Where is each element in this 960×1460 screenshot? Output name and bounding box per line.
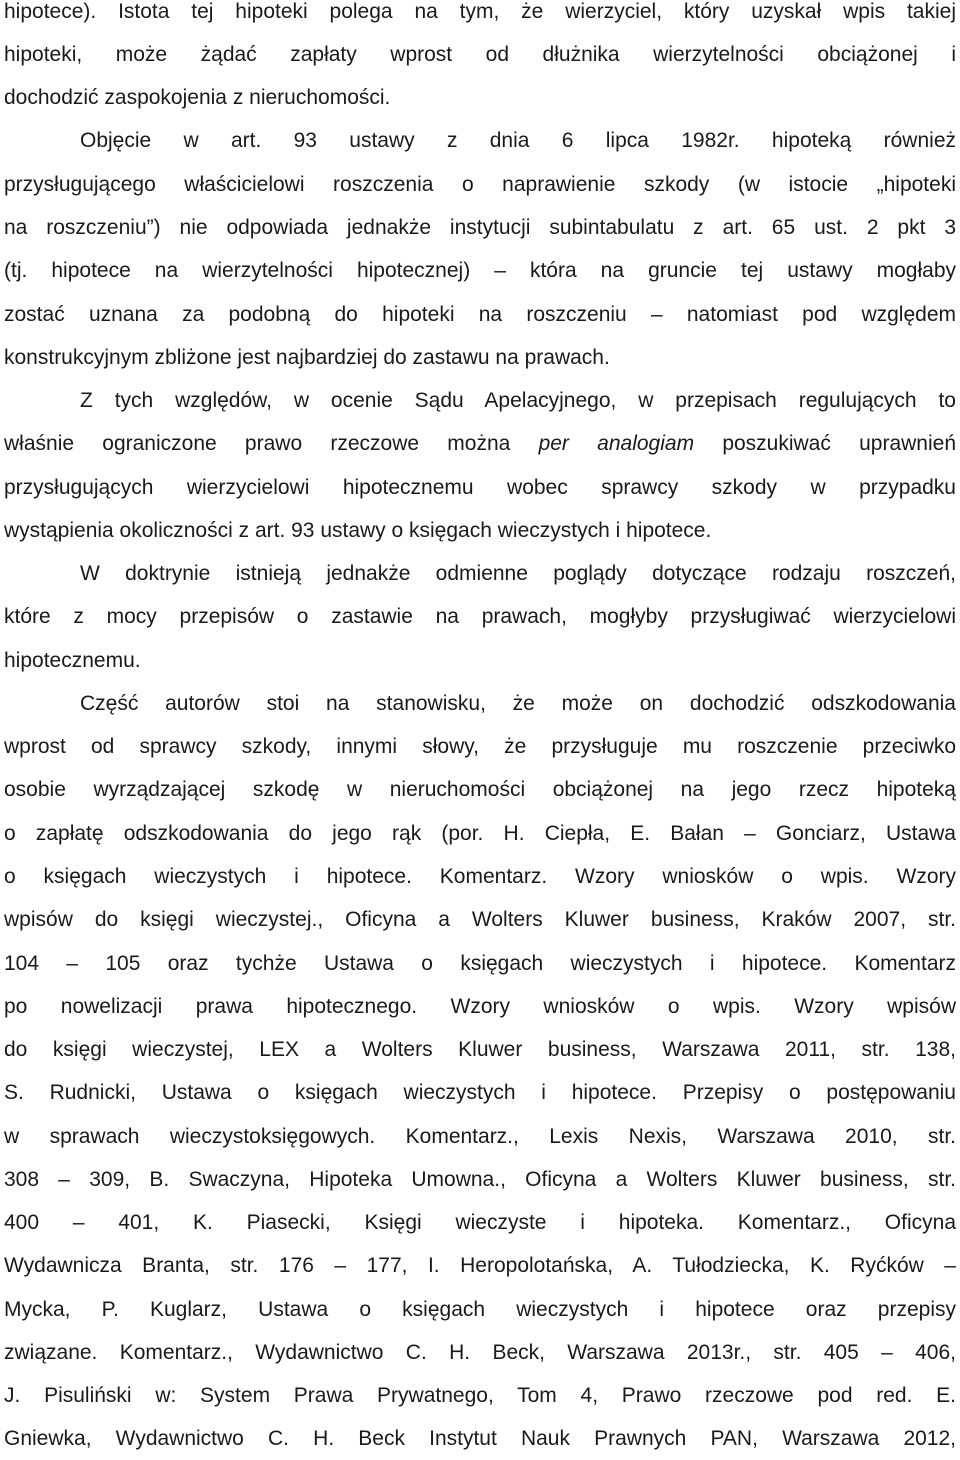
text-line: o księgach wieczystych i hipotece. Komentarz. Wzory wniosków o wpis. Wzory	[4, 865, 956, 888]
text-line: osobie wyrządzającej szkodę w nieruchomości obciążonej na jego rzecz hipoteką	[4, 778, 956, 801]
text-line: hipoteki, może żądać zapłaty wprost od dłużnika wierzytelności obciążonej i	[4, 43, 956, 66]
text-line: hipotecznemu.	[4, 649, 141, 672]
text-line: Z tych względów, w ocenie Sądu Apelacyjnego, w przepisach regulujących to	[80, 389, 956, 412]
text-line: Wydawnicza Branta, str. 176 – 177, I. Heropolotańska, A. Tułodziecka, K. Ryćków –	[4, 1254, 956, 1277]
text-line: o zapłatę odszkodowania do jego rąk (por. H. Ciepła, E. Bałan – Gonciarz, Ustawa	[4, 822, 956, 845]
text-line: wpisów do księgi wieczystej., Oficyna a Wolters Kluwer business, Kraków 2007, str.	[4, 908, 956, 931]
text-line: do księgi wieczystej, LEX a Wolters Kluwer business, Warszawa 2011, str. 138,	[4, 1038, 956, 1061]
text-line: Część autorów stoi na stanowisku, że może on dochodzić odszkodowania	[80, 692, 956, 715]
text-line: 104 – 105 oraz tychże Ustawa o księgach wieczystych i hipotece. Komentarz	[4, 952, 956, 975]
text-line: Objęcie w art. 93 ustawy z dnia 6 lipca 1982r. hipoteką również	[80, 129, 956, 152]
text-line: hipotece). Istota tej hipoteki polega na tym, że wierzyciel, który uzyskał wpis takiej	[4, 0, 956, 23]
text-line: na roszczeniu”) nie odpowiada jednakże instytucji subintabulatu z art. 65 ust. 2 pkt 3	[4, 216, 956, 239]
text-line: 400 – 401, K. Piasecki, Księgi wieczyste i hipoteka. Komentarz., Oficyna	[4, 1211, 956, 1234]
text-line: Gniewka, Wydawnictwo C. H. Beck Instytut Nauk Prawnych PAN, Warszawa 2012,	[4, 1427, 956, 1450]
text-line: zostać uznana za podobną do hipoteki na roszczeniu – natomiast pod względem	[4, 303, 956, 326]
italic-phrase: per analogiam	[538, 432, 695, 455]
text-segment: właśnie ograniczone prawo rzeczowe można	[4, 432, 539, 455]
text-line-with-italic	[4, 426, 956, 462]
text-line: 308 – 309, B. Swaczyna, Hipoteka Umowna., Oficyna a Wolters Kluwer business, str.	[4, 1168, 956, 1191]
text-line: przysługującego właścicielowi roszczenia o naprawienie szkody (w istocie „hipoteki	[4, 173, 956, 196]
text-line: wystąpienia okoliczności z art. 93 ustawy o księgach wieczystych i hipotece.	[4, 519, 712, 542]
text-line: wprost od sprawcy szkody, innymi słowy, że przysługuje mu roszczenie przeciwko	[4, 735, 956, 758]
text-line: (tj. hipotece na wierzytelności hipotecznej) – która na gruncie tej ustawy mogłaby	[4, 259, 956, 282]
text-line: S. Rudnicki, Ustawa o księgach wieczystych i hipotece. Przepisy o postępowaniu	[4, 1081, 956, 1104]
text-segment: poszukiwać uprawnień	[694, 432, 957, 455]
text-line: po nowelizacji prawa hipotecznego. Wzory wniosków o wpis. Wzory wpisów	[4, 995, 956, 1018]
text-line: w sprawach wieczystoksięgowych. Komentarz., Lexis Nexis, Warszawa 2010, str.	[4, 1125, 956, 1148]
text-line: związane. Komentarz., Wydawnictwo C. H. Beck, Warszawa 2013r., str. 405 – 406,	[4, 1341, 956, 1364]
text-line: Mycka, P. Kuglarz, Ustawa o księgach wieczystych i hipotece oraz przepisy	[4, 1298, 956, 1321]
text-line: W doktrynie istnieją jednakże odmienne poglądy dotyczące rodzaju roszczeń,	[80, 562, 956, 585]
text-line: konstrukcyjnym zbliżone jest najbardziej do zastawu na prawach.	[4, 346, 610, 369]
text-line: które z mocy przepisów o zastawie na prawach, mogłyby przysługiwać wierzycielowi	[4, 605, 956, 628]
text-line: J. Pisuliński w: System Prawa Prywatnego, Tom 4, Prawo rzeczowe pod red. E.	[4, 1384, 956, 1407]
text-line: dochodzić zaspokojenia z nieruchomości.	[4, 86, 391, 109]
text-line: przysługujących wierzycielowi hipotecznemu wobec sprawcy szkody w przypadku	[4, 476, 956, 499]
